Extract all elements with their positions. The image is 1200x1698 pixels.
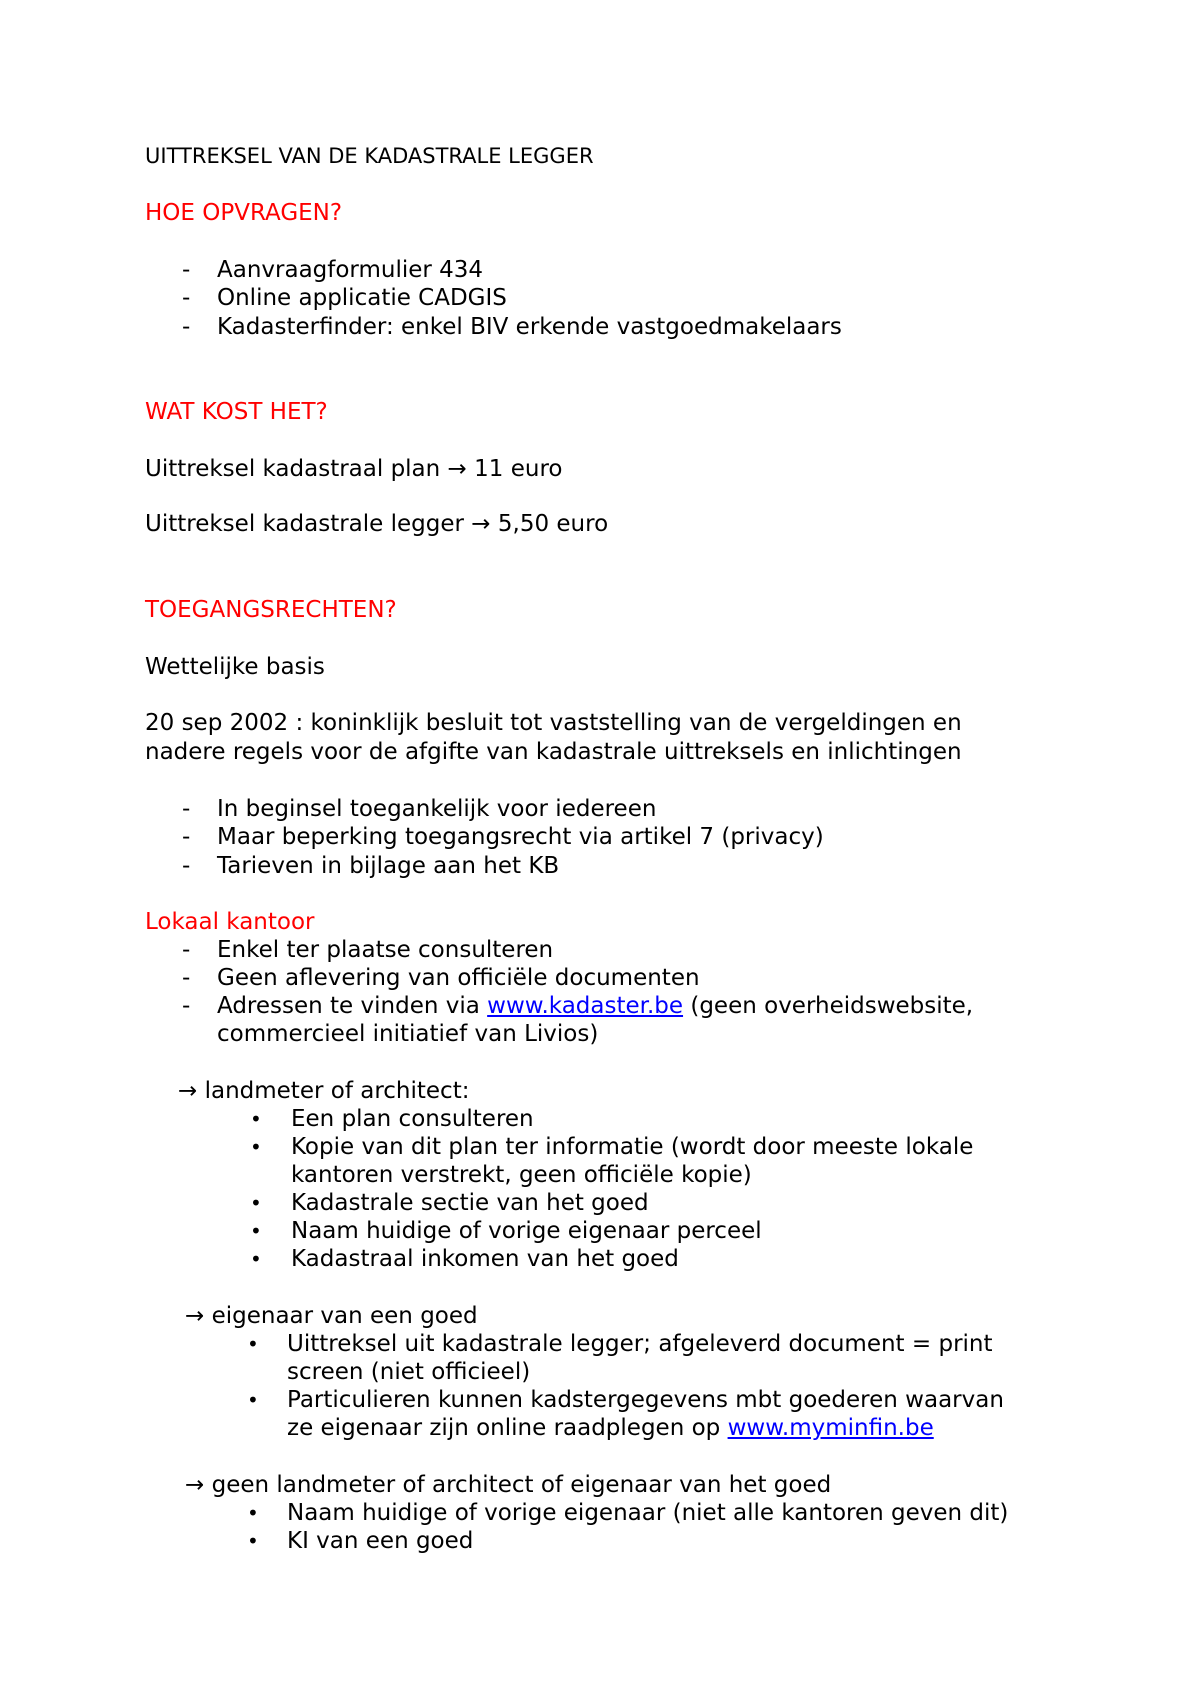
list-item: Online applicatie CADGIS (217, 285, 507, 311)
list-item: In beginsel toegankelijk voor iedereen (217, 796, 657, 822)
arrow-icon: → (447, 456, 467, 482)
bullet-dot: • (250, 1107, 262, 1131)
heading-wat-kost-het: WAT KOST HET? (145, 399, 328, 425)
heading-lokaal-kantoor: Lokaal kantoor (145, 909, 315, 935)
list-item: Enkel ter plaatse consulteren (217, 937, 554, 963)
list-item-continuation: kantoren verstrekt, geen officiële kopie) (291, 1162, 752, 1188)
price-line-legger (145, 510, 608, 538)
paragraph-line: nadere regels voor de afgifte van kadastrale uittreksels en inlichtingen (145, 739, 962, 765)
arrow-icon: → (185, 1472, 205, 1498)
list-item: Kadastraal inkomen van het goed (291, 1246, 679, 1272)
dash-bullet: - (182, 314, 191, 340)
dash-bullet: - (182, 285, 191, 311)
subsection-label: landmeter of architect: (204, 1078, 470, 1104)
myminfin-link[interactable]: www.myminfin.be (727, 1415, 934, 1441)
price-line-plan (145, 455, 562, 483)
list-item: Maar beperking toegangsrecht via artikel 7 (privacy) (217, 824, 824, 850)
price-value: 11 euro (474, 456, 563, 482)
bullet-dot: • (247, 1388, 259, 1412)
list-item: Kadasterfinder: enkel BIV erkende vastgoedmakelaars (217, 314, 842, 340)
list-item-continuation: screen (niet officieel) (287, 1359, 531, 1385)
list-item: Kopie van dit plan ter informatie (wordt door meeste lokale (291, 1134, 974, 1160)
list-item: Kadastrale sectie van het goed (291, 1190, 649, 1216)
bullet-dot: • (250, 1191, 262, 1215)
arrow-icon: → (178, 1078, 198, 1104)
heading-toegangsrechten: TOEGANGSRECHTEN? (145, 597, 397, 623)
subsection-landmeter (178, 1077, 469, 1105)
list-item: Geen aflevering van officiële documenten (217, 965, 700, 991)
heading-hoe-opvragen: HOE OPVRAGEN? (145, 200, 343, 226)
arrow-icon: → (471, 511, 491, 537)
subsection-geen-landmeter (185, 1471, 831, 1499)
dash-bullet: - (182, 993, 191, 1019)
dash-bullet: - (182, 965, 191, 991)
list-item (217, 992, 973, 1020)
bullet-dot: • (250, 1247, 262, 1271)
dash-bullet: - (182, 853, 191, 879)
list-item: Particulieren kunnen kadstergegevens mbt goederen waarvan (287, 1387, 1004, 1413)
list-item-continuation (287, 1414, 934, 1442)
price-value: 5,50 euro (497, 511, 609, 537)
price-label: Uittreksel kadastrale legger (145, 511, 464, 537)
list-item-text: (geen overheidswebsite, (683, 993, 974, 1019)
list-item-text: Adressen te vinden via (217, 993, 488, 1019)
dash-bullet: - (182, 937, 191, 963)
list-item: Tarieven in bijlage aan het KB (217, 853, 560, 879)
list-item: Een plan consulteren (291, 1106, 534, 1132)
list-item-text: ze eigenaar zijn online raadplegen op (287, 1415, 728, 1441)
document-title: UITTREKSEL VAN DE KADASTRALE LEGGER (145, 144, 594, 168)
list-item: Aanvraagformulier 434 (217, 257, 484, 283)
list-item: Naam huidige of vorige eigenaar (niet alle kantoren geven dit) (287, 1500, 1009, 1526)
bullet-dot: • (247, 1529, 259, 1553)
subsection-eigenaar (185, 1302, 478, 1330)
subsection-label: eigenaar van een goed (211, 1303, 478, 1329)
subsection-label: geen landmeter of architect of eigenaar van het goed (211, 1472, 832, 1498)
list-item-continuation: commercieel initiatief van Livios) (217, 1021, 599, 1047)
bullet-dot: • (247, 1501, 259, 1525)
subheading-wettelijke-basis: Wettelijke basis (145, 654, 325, 680)
dash-bullet: - (182, 796, 191, 822)
arrow-icon: → (185, 1303, 205, 1329)
dash-bullet: - (182, 824, 191, 850)
kadaster-link[interactable]: www.kadaster.be (487, 993, 684, 1019)
bullet-dot: • (247, 1332, 259, 1356)
list-item: Naam huidige of vorige eigenaar perceel (291, 1218, 762, 1244)
paragraph-line: 20 sep 2002 : koninklijk besluit tot vaststelling van de vergeldingen en (145, 710, 962, 736)
bullet-dot: • (250, 1135, 262, 1159)
price-label: Uittreksel kadastraal plan (145, 456, 441, 482)
dash-bullet: - (182, 257, 191, 283)
bullet-dot: • (250, 1219, 262, 1243)
list-item: Uittreksel uit kadastrale legger; afgeleverd document = print (287, 1331, 993, 1357)
list-item: KI van een goed (287, 1528, 474, 1554)
